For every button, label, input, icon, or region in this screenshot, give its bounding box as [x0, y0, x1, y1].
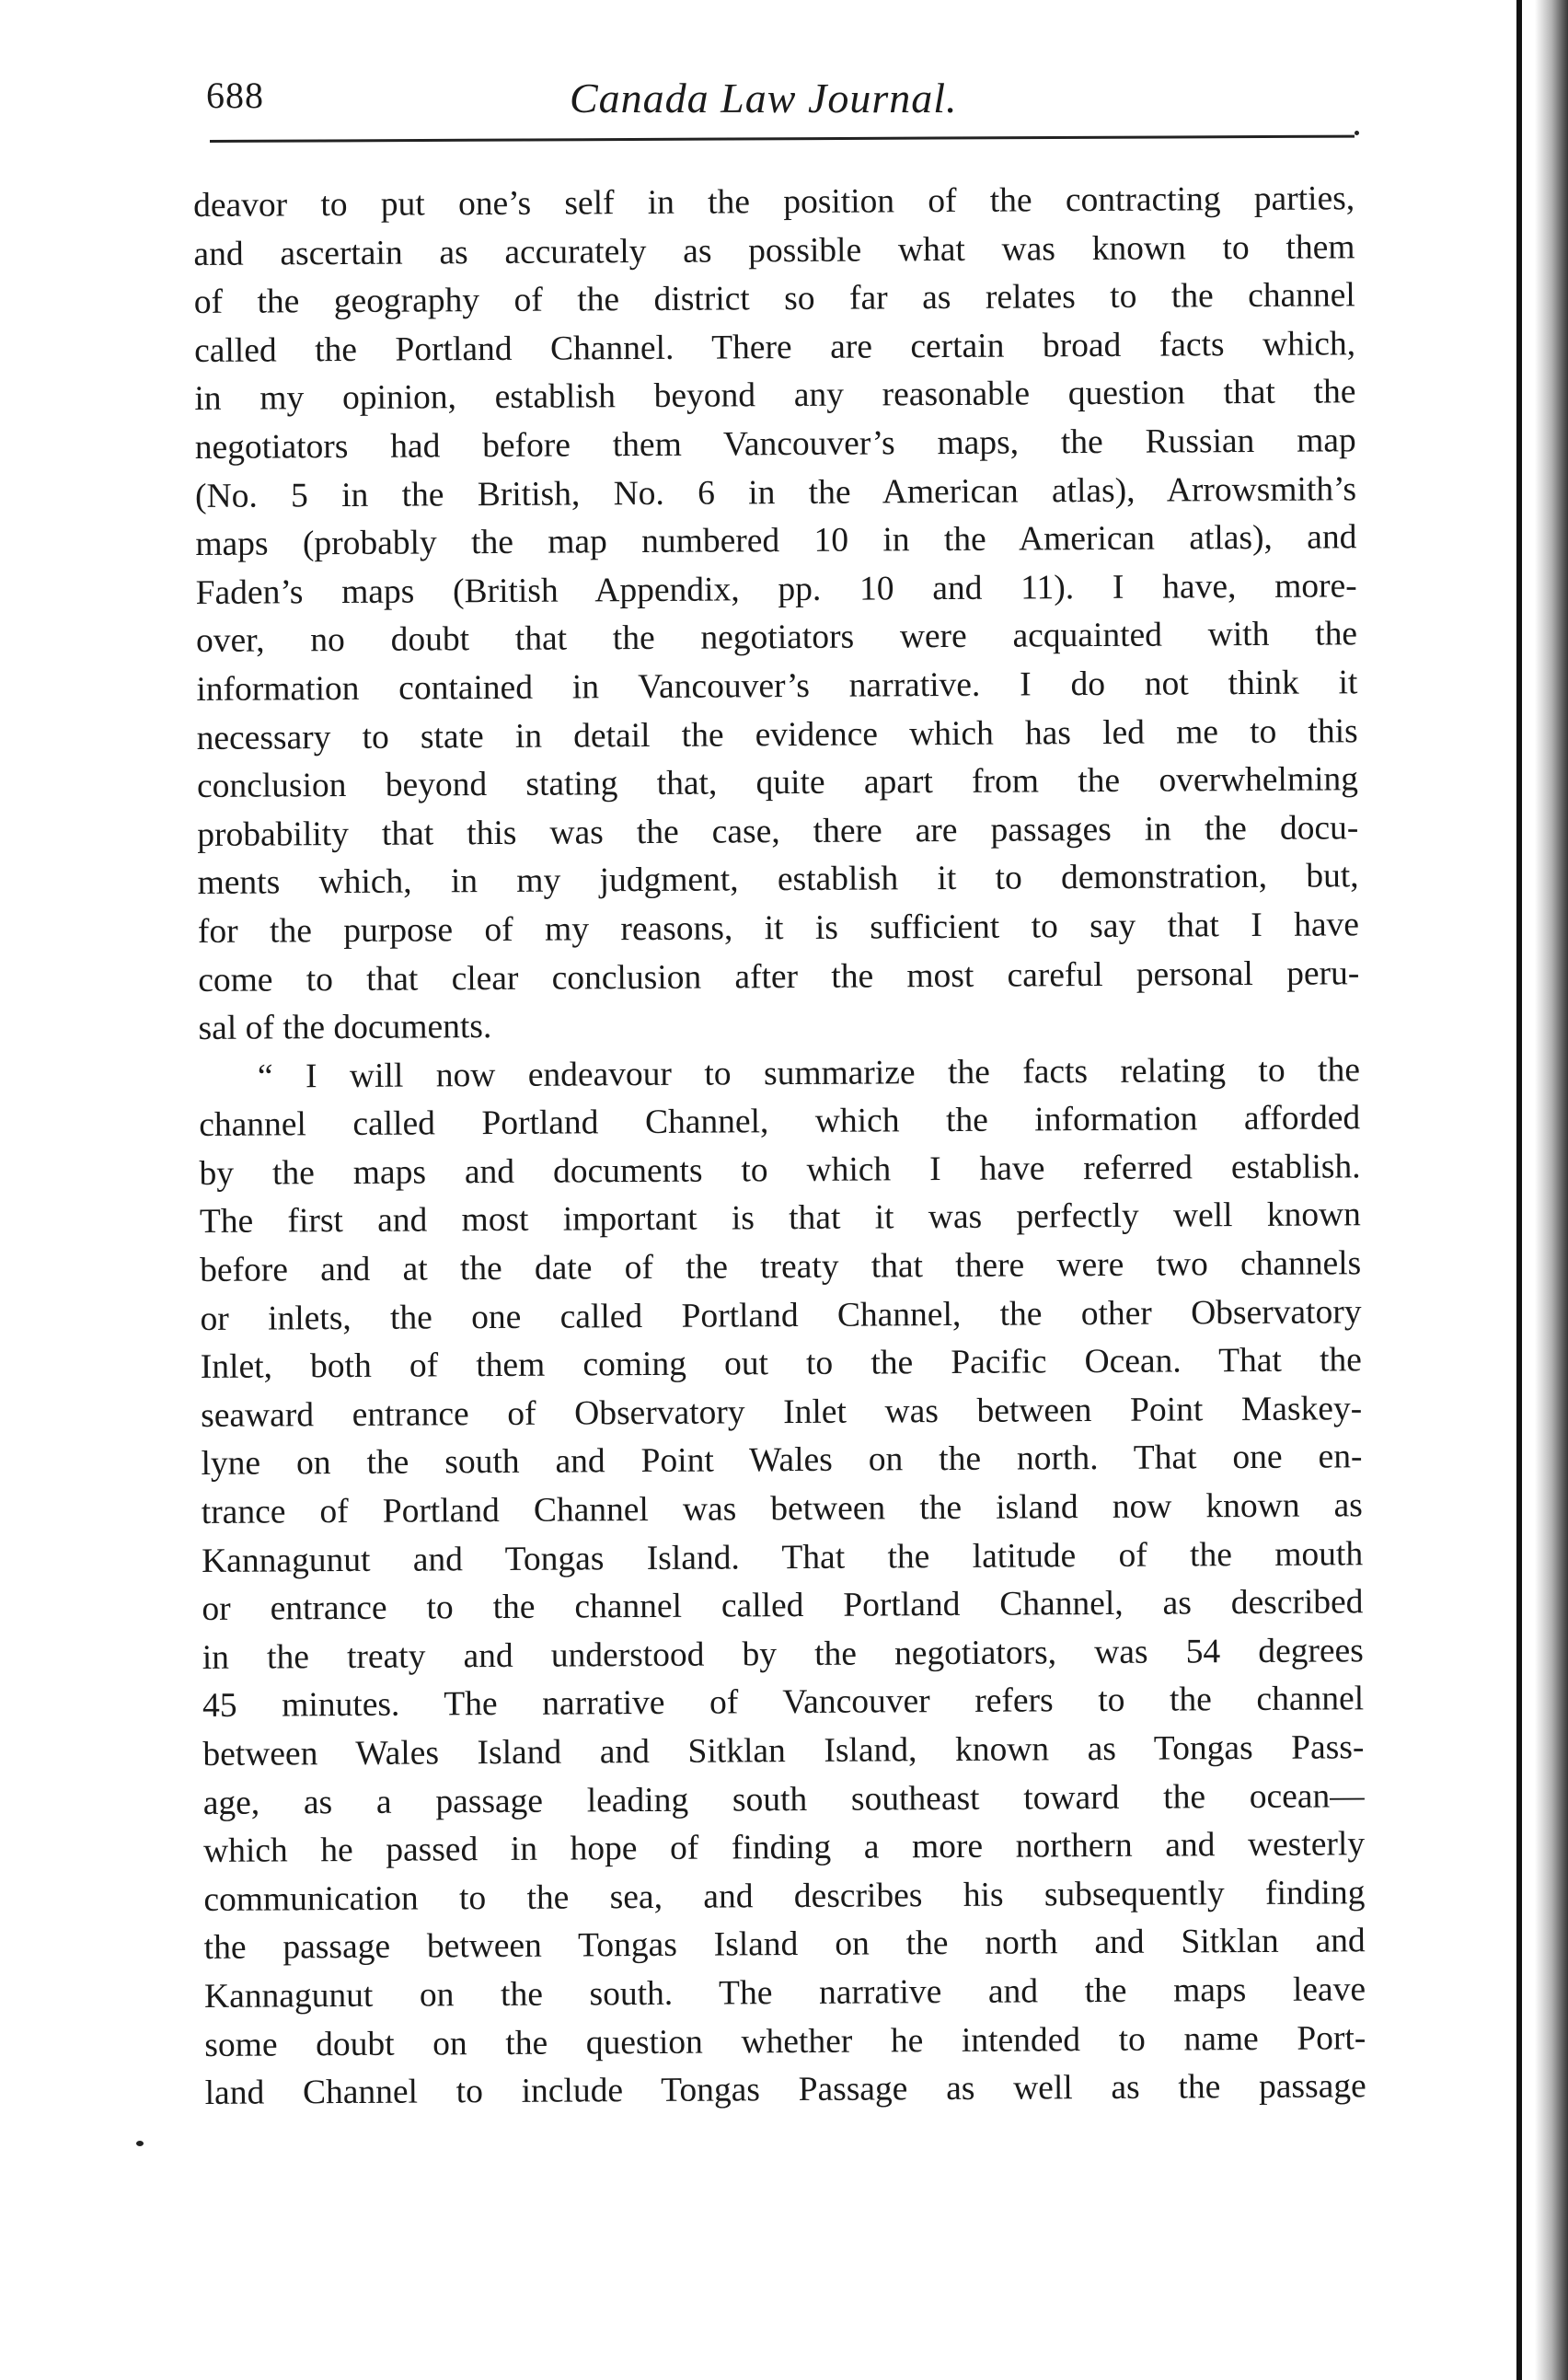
- text-line: land Channel to include Tongas Passage as well as the passage: [204, 2067, 1366, 2113]
- text-line: by the maps and documents to which I have referred establish.: [199, 1148, 1361, 1193]
- text-line: sal of the documents.: [198, 1008, 492, 1048]
- text-line: 45 minutes. The narrative of Vancouver refers to the channel: [202, 1680, 1365, 1726]
- text-line: between Wales Island and Sitklan Island, known as Tongas Pass-: [202, 1728, 1365, 1773]
- text-line: before and at the date of the treaty that there were two channels: [200, 1244, 1362, 1290]
- text-line: communication to the sea, and describes his subsequently finding: [203, 1874, 1366, 1919]
- text-line: called the Portland Channel. There are certain broad facts which,: [193, 325, 1356, 370]
- text-line: conclusion beyond stating that, quite apart from the overwhelming: [196, 760, 1359, 806]
- ink-speck: [136, 2141, 144, 2146]
- text-line: (No. 5 in the British, No. 6 in the American atlas), Arrowsmith’s: [194, 469, 1357, 515]
- paragraph-2: [199, 1046, 1366, 2119]
- header-rule: [210, 135, 1355, 143]
- text-line: over, no doubt that the negotiators were acquainted with the: [195, 615, 1358, 661]
- ink-speck: [1355, 131, 1359, 135]
- running-title: Canada Law Journal.: [570, 75, 958, 121]
- text-line: lyne on the south and Point Wales on the north. That one en-: [201, 1438, 1363, 1484]
- text-line: which he passed in hope of finding a more northern and westerly: [202, 1825, 1366, 1871]
- text-line: ments which, in my judgment, establish it to demonstration, but,: [197, 857, 1359, 903]
- text-line: probability that this was the case, there are passages in the docu-: [197, 808, 1359, 854]
- text-line: channel called Portland Channel, which the information afforded: [199, 1099, 1361, 1145]
- text-line: Inlet, both of them coming out to the Pacific Ocean. That the: [200, 1341, 1362, 1387]
- text-line: the passage between Tongas Island on the north and Sitklan and: [203, 1922, 1366, 1968]
- binding-edge-line: [1516, 0, 1522, 2380]
- text-line: or inlets, the one called Portland Channel, the other Observatory: [200, 1292, 1362, 1338]
- text-line: information contained in Vancouver’s narrative. I do not think it: [196, 664, 1358, 709]
- text-line: “ I will now endeavour to summarize the facts relating to the: [257, 1050, 1361, 1096]
- text-line: negotiators had before them Vancouver’s maps, the Russian map: [194, 422, 1356, 467]
- text-line: trance of Portland Channel was between the island now known as: [201, 1486, 1363, 1532]
- text-line: seaward entrance of Observatory Inlet was between Point Maskey-: [201, 1390, 1363, 1435]
- text-line: come to that clear conclusion after the most careful personal peru-: [198, 953, 1360, 999]
- text-line: maps (probably the map numbered 10 in the American atlas), and: [195, 518, 1357, 564]
- text-line: in my opinion, establish beyond any reasonable question that the: [194, 373, 1356, 419]
- text-line: and ascertain as accurately as possible what was known to them: [193, 227, 1355, 273]
- text-line: necessary to state in detail the evidence which has led me to this: [196, 711, 1358, 757]
- text-line: age, as a passage leading south southeast toward the ocean—: [202, 1776, 1365, 1822]
- body-text: [193, 175, 1366, 2118]
- text-line: The first and most important is that it was perfectly well known: [199, 1196, 1362, 1242]
- text-line: of the geography of the district so far as relates to the channel: [193, 276, 1355, 322]
- text-line: some doubt on the question whether he intended to name Port-: [204, 2018, 1366, 2064]
- text-line: or entrance to the channel called Portland Channel, as described: [202, 1583, 1364, 1629]
- text-line: deavor to put one’s self in the position of the contracting parties,: [193, 179, 1355, 225]
- text-line: Kannagunut on the south. The narrative and the maps leave: [203, 1970, 1366, 2016]
- page-number: 688: [206, 75, 264, 116]
- page-header: [206, 66, 1356, 131]
- text-line: Faden’s maps (British Appendix, pp. 10 and 11). I have, more-: [195, 567, 1357, 612]
- text-line: for the purpose of my reasons, it is sufficient to say that I have: [197, 906, 1360, 951]
- text-line: Kannagunut and Tongas Island. That the latitude of the mouth: [202, 1534, 1364, 1580]
- paragraph-1: [193, 175, 1360, 1053]
- text-line: in the treaty and understood by the negotiators, was 54 degrees: [202, 1632, 1364, 1677]
